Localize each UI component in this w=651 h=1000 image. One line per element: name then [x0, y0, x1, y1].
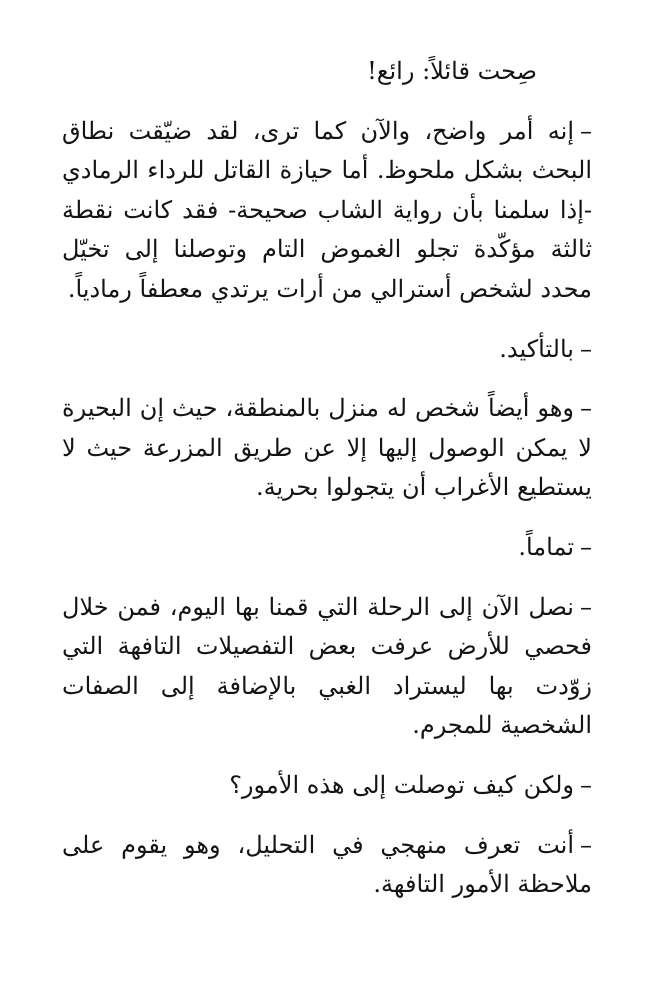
dialogue-dash: –: [580, 334, 592, 363]
paragraph-text: ولكن كيف توصلت إلى هذه الأمور؟: [229, 770, 574, 799]
paragraph: [62, 528, 592, 568]
paragraph-text: أنت تعرف منهجي في التحليل، وهو يقوم على ملاحظة الأمور التافهة.: [62, 830, 592, 899]
paragraph-text: تماماً.: [518, 532, 574, 561]
dialogue-dash: –: [580, 592, 592, 621]
book-page: [62, 52, 592, 925]
paragraph: [62, 588, 592, 746]
paragraph-text: صِحت قائلاً: رائع!: [367, 57, 537, 85]
paragraph-text: وهو أيضاً شخص له منزل بالمنطقة، حيث إن البحيرة لا يمكن الوصول إليها إلا عن طريق المزرعة حيث لا يستطيع الأغراب أن يتجولوا بحرية.: [62, 394, 592, 502]
paragraph-text: بالتأكيد.: [499, 334, 574, 363]
dialogue-dash: –: [580, 394, 592, 423]
paragraph-text: إنه أمر واضح، والآن كما ترى، لقد ضيّقت نطاق البحث بشكل ملحوظ. أما حيازة القاتل للرداء الرمادي -إذا سلمنا بأن رواية الشاب صحيحة- فقد كانت نقطة ثالثة مؤكّدة تجلو الغموض التام وتوصلنا إلى تخيّل محدد لشخص أسترالي من أرات يرتدي معطفاً رمادياً.: [62, 116, 592, 303]
dialogue-dash: –: [580, 116, 592, 145]
dialogue-dash: –: [580, 770, 592, 799]
paragraph-text: نصل الآن إلى الرحلة التي قمنا بها اليوم، فمن خلال فحصي للأرض عرفت بعض التفصيلات التافهة التي زوّدت بها ليستراد الغبي بالإضافة إلى الصفات الشخصية للمجرم.: [62, 592, 592, 740]
dialogue-dash: –: [580, 830, 592, 859]
paragraph: [62, 766, 592, 806]
paragraph: [62, 330, 592, 370]
dialogue-dash: –: [580, 532, 592, 561]
paragraph: [62, 112, 592, 310]
paragraph: [62, 52, 592, 92]
paragraph: [62, 389, 592, 508]
paragraph: [62, 826, 592, 905]
